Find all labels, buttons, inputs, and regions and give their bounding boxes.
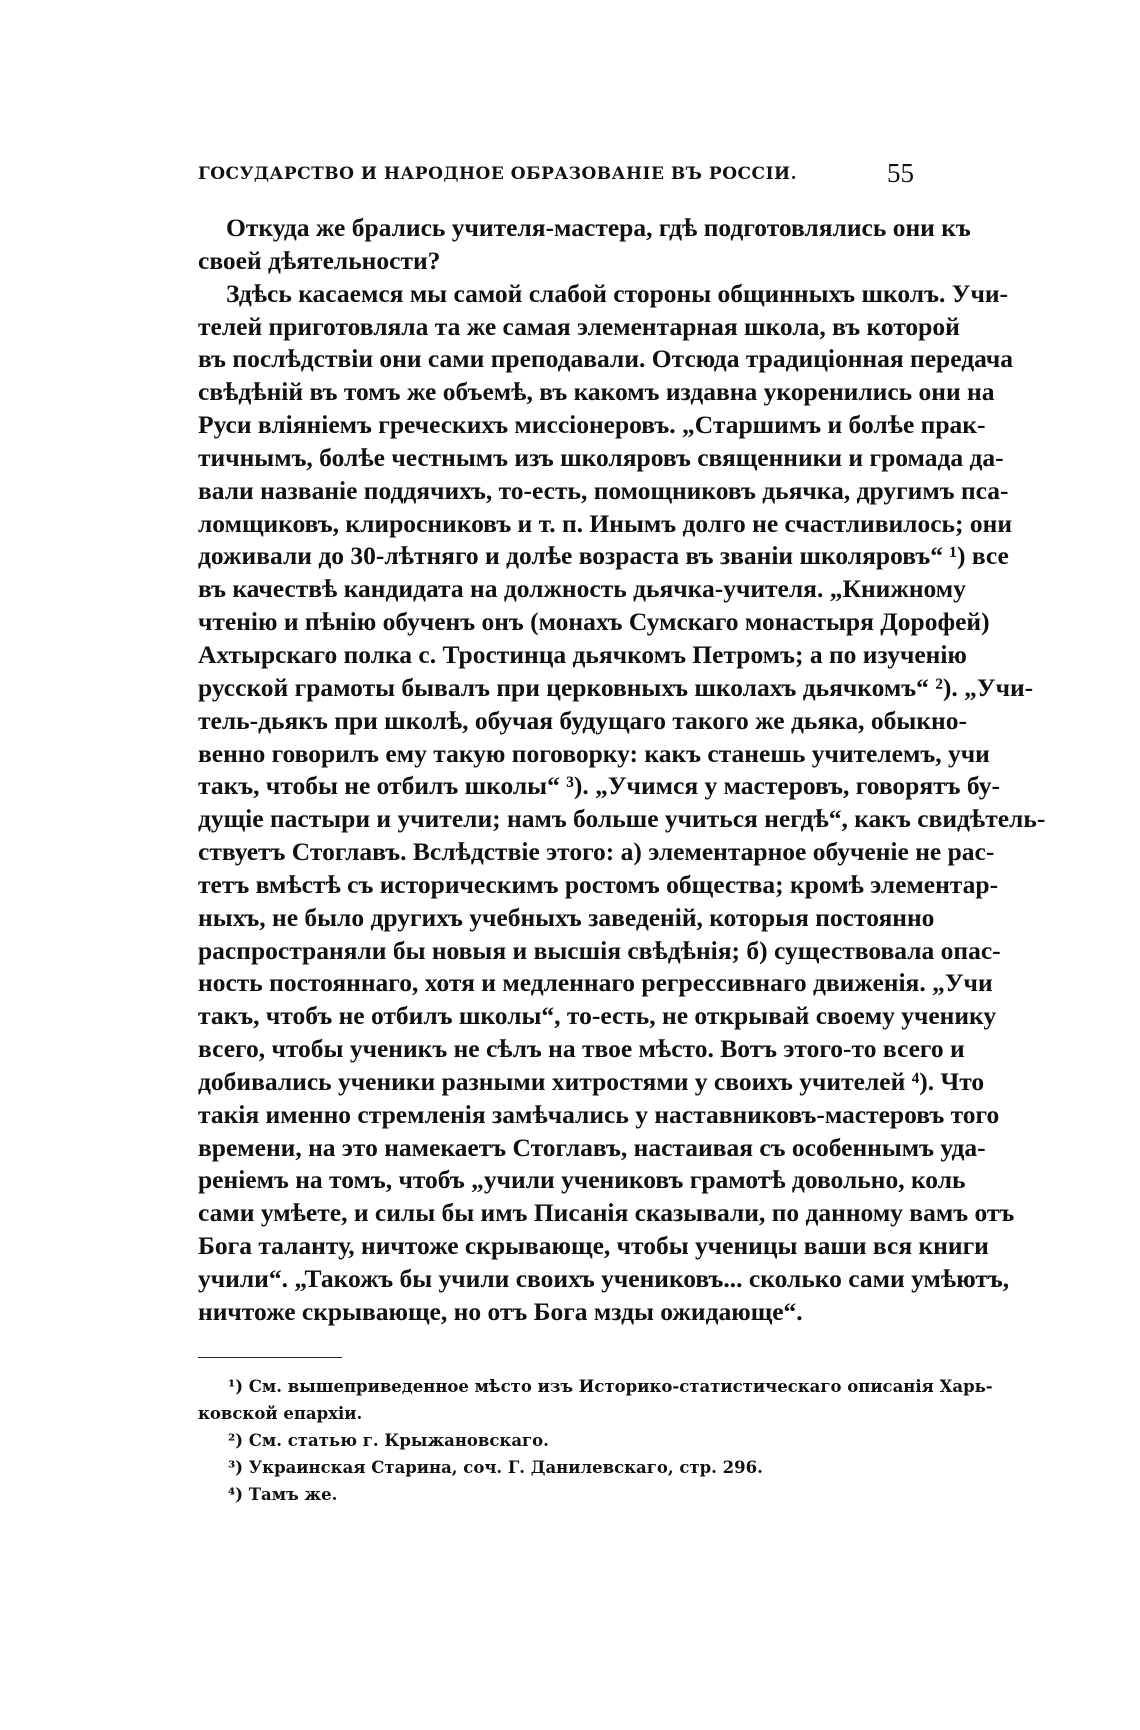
footnote-separator xyxy=(198,1357,342,1358)
text-line: распространяли бы новыя и высшія свѣдѣнія; б) существовала опас- xyxy=(198,935,1001,965)
text-line: такъ, чтобъ не отбилъ школы“, то-есть, не открывай своему ученику xyxy=(198,1001,997,1031)
footnote: ковской епархіи. xyxy=(198,1404,363,1423)
text-line: ныхъ, не было другихъ учебныхъ заведеній, которыя постоянно xyxy=(198,902,935,932)
text-line: ничтоже скрывающе, но отъ Бога мзды ожидающе“. xyxy=(198,1296,803,1326)
page-header xyxy=(198,158,914,190)
text-line: времени, на это намекаетъ Стоглавъ, настаивая съ особеннымъ уда- xyxy=(198,1132,986,1162)
text-line: Откуда же брались учителя-мастера, гдѣ подготовлялись они къ xyxy=(226,213,971,242)
footnotes xyxy=(198,1373,993,1508)
text-line: Ахтырскаго полка с. Тростинца дьячкомъ Петромъ; а по изученію xyxy=(198,639,967,669)
text-line: такъ, чтобы не отбилъ школы“ ³). „Учимся у мастеровъ, говорятъ бу- xyxy=(198,771,1000,801)
text-line: добивались ученики разными хитростями у своихъ учителей ⁴). Что xyxy=(198,1066,985,1096)
text-line: свѣдѣній въ томъ же объемѣ, въ какомъ издавна укоренились они на xyxy=(198,377,995,407)
footnote: ⁴) Тамъ же. xyxy=(228,1485,338,1504)
footnote: ²) См. статью г. Крыжановскаго. xyxy=(228,1431,549,1450)
text-line: ствуетъ Стоглавъ. Вслѣдствіе этого: а) элементарное обученіе не рас- xyxy=(198,837,995,867)
text-line: русской грамоты бывалъ при церковныхъ школахъ дьячкомъ“ ²). „Учи- xyxy=(198,672,1034,702)
text-line: въ качествѣ кандидата на должность дьячка-учителя. „Книжному xyxy=(198,574,966,604)
text-line: телей приготовляла та же самая элементарная школа, въ которой xyxy=(198,311,960,341)
text-line: Здѣсь касаемся мы самой слабой стороны общинныхъ школъ. Учи- xyxy=(226,278,1009,308)
text-line: сами умѣете, и силы бы имъ Писанія сказывали, по данному вамъ отъ xyxy=(198,1198,1015,1228)
text-line: всего, чтобы ученикъ не сѣлъ на твое мѣсто. Вотъ этого-то всего и xyxy=(198,1034,965,1064)
text-line: ность постояннаго, хотя и медленнаго регрессивнаго движенія. „Учи xyxy=(198,968,993,998)
text-line: дущіе пастыри и учители; намъ больше учиться негдѣ“, какъ свидѣтель- xyxy=(198,804,1046,834)
footnote: ¹) См. вышеприведенное мѣсто изъ Историко-статистическаго описанія Харь- xyxy=(228,1377,993,1396)
text-line: чтенію и пѣнію обученъ онъ (монахъ Сумскаго монастыря Дорофей) xyxy=(198,607,990,637)
text-line: ломщиковъ, клиросниковъ и т. п. Инымъ долго не счастливилось; они xyxy=(198,508,1013,538)
text-line: реніемъ на томъ, чтобъ „учили учениковъ грамотѣ довольно, коль xyxy=(198,1165,966,1195)
page-number: 55 xyxy=(887,158,914,188)
text-line: доживали до 30-лѣтняго и долѣе возраста въ званіи школяровъ“ ¹) все xyxy=(198,541,1009,571)
body-text xyxy=(198,212,1046,1329)
text-line: вали названіе поддячихъ, то-есть, помощниковъ дьячка, другимъ пса- xyxy=(198,475,1009,505)
text-line: учили“. „Такожъ бы учили своихъ учениковъ... сколько сами умѣютъ, xyxy=(198,1264,1010,1293)
text-line: Руси вліяніемъ греческихъ миссіонеровъ. „Старшимъ и болѣе прак- xyxy=(198,410,986,440)
text-line: венно говорилъ ему такую поговорку: какъ станешь учителемъ, учи xyxy=(198,738,990,768)
footnote: ³) Украинская Старина, соч. Г. Данилевскаго, стр. 296. xyxy=(228,1458,763,1477)
text-line: тель-дьякъ при школѣ, обучая будущаго такого же дьяка, обыкно- xyxy=(198,705,967,735)
text-line: тетъ вмѣстѣ съ историческимъ ростомъ общества; кромѣ элементар- xyxy=(198,869,999,899)
running-title: ГОСУДАРСТВО И НАРОДНОЕ ОБРАЗОВАНІЕ ВЪ РОССІИ. xyxy=(198,164,798,184)
text-line: такія именно стремленія замѣчались у наставниковъ-мастеровъ того xyxy=(198,1099,1000,1129)
text-line: своей дѣятельности? xyxy=(198,245,441,275)
text-line: въ послѣдствіи они сами преподавали. Отсюда традиціонная передача xyxy=(198,344,1013,374)
text-line: Бога таланту, ничтоже скрывающе, чтобы ученицы ваши вся книги xyxy=(198,1231,989,1261)
text-line: тичнымъ, болѣе честнымъ изъ школяровъ священники и громада да- xyxy=(198,442,1004,472)
